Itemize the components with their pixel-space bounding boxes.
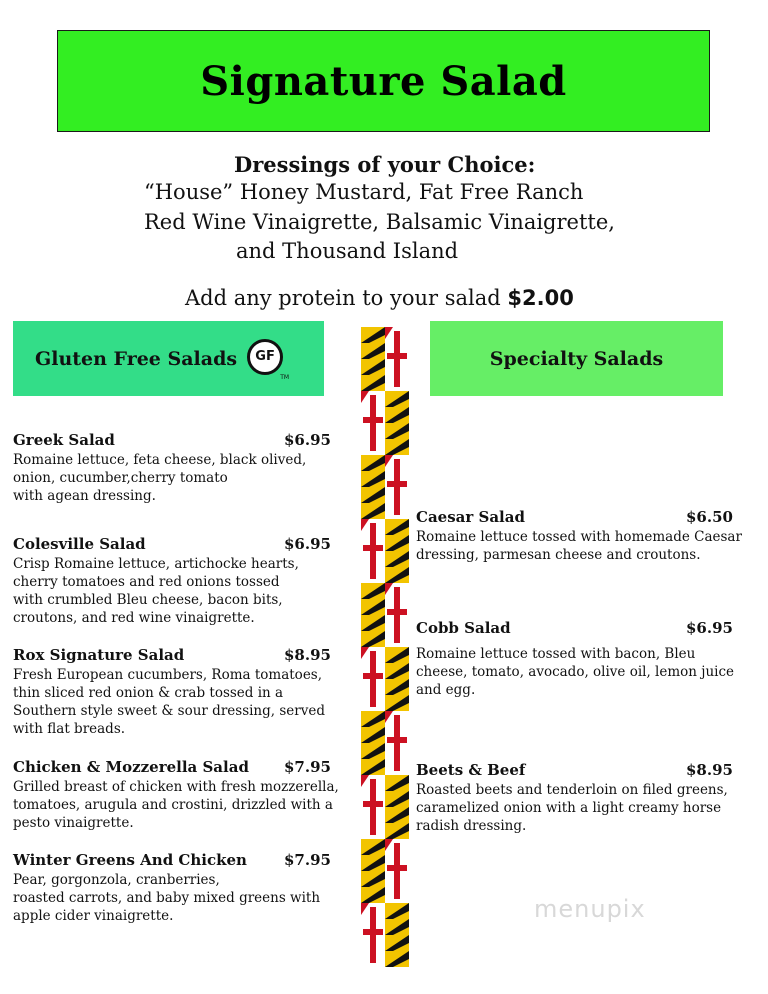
item-name: Chicken & Mozzerella Salad [13,758,249,776]
specialty-label: Specialty Salads [489,347,664,370]
flag-tile [361,327,385,391]
protein-price: $2.00 [507,286,574,310]
item-desc: Romaine lettuce tossed with homemade Caesar dressing, parmesan cheese and croutons. [416,529,742,563]
flag-tile [385,327,409,391]
item-name: Caesar Salad [416,508,525,526]
flag-tile [361,455,385,519]
item-price: $8.95 [284,646,331,664]
menu-item-caesar [416,508,761,564]
menu-item-winter-greens [13,851,358,925]
protein-addon [185,286,574,310]
flag-tile [385,903,409,967]
dressings-line-2: Red Wine Vinaigrette, Balsamic Vinaigrette, [144,210,615,234]
flag-tile [361,711,385,775]
item-price: $6.95 [284,431,331,449]
item-desc: Roasted beets and tenderloin on filed greens, caramelized onion with a light creamy horse radish dressing. [416,782,728,834]
title-banner [57,30,710,132]
flag-tile [361,583,385,647]
item-desc: Romaine lettuce, feta cheese, black olived, onion, cucumber,cherry tomato with agean dressing. [13,452,307,504]
flag-tile [361,519,385,583]
flag-tile [385,711,409,775]
item-price: $6.95 [284,535,331,553]
flag-tile [361,839,385,903]
menu-item-rox-signature [13,646,358,738]
dressings-heading: Dressings of your Choice: [234,152,536,177]
item-desc: Fresh European cucumbers, Roma tomatoes, thin sliced red onion & crab tossed in a Southern style sweet & sour dressing, served with flat breads. [13,667,325,737]
flag-tile [385,391,409,455]
menu-item-colesville [13,535,358,627]
flag-tile [385,839,409,903]
menu-item-beets-beef [416,761,761,835]
item-price: $6.95 [686,619,733,637]
flag-tile [385,455,409,519]
flag-tile [385,647,409,711]
gluten-free-badge-icon [245,337,289,381]
menu-item-chicken-mozzerella [13,758,358,832]
flag-tile [361,647,385,711]
item-desc: Crisp Romaine lettuce, artichocke hearts, cherry tomatoes and red onions tossed with crumbled Bleu cheese, bacon bits, croutons, and red wine vinaigrette. [13,556,299,626]
specialty-header [430,321,723,396]
maryland-flag-strip [361,327,409,967]
menu-item-cobb [416,619,761,699]
protein-text: Add any protein to your salad [185,286,508,310]
item-name: Greek Salad [13,431,115,449]
item-name: Winter Greens And Chicken [13,851,247,869]
flag-tile [385,775,409,839]
dressings-line-3: and Thousand Island [236,239,459,263]
flag-tile [361,903,385,967]
item-price: $6.50 [686,508,733,526]
flag-tile [361,391,385,455]
item-desc: Grilled breast of chicken with fresh mozzerella, tomatoes, arugula and crostini, drizzled with a pesto vinaigrette. [13,779,339,831]
item-price: $7.95 [284,758,331,776]
item-name: Colesville Salad [13,535,146,553]
item-name: Rox Signature Salad [13,646,185,664]
gf-badge-tm: TM [280,373,290,381]
menu-item-greek [13,431,358,505]
item-price: $8.95 [686,761,733,779]
gf-badge-text: GF [247,339,283,375]
item-name: Cobb Salad [416,619,511,637]
dressings-line-1: “House” Honey Mustard, Fat Free Ranch [144,180,584,204]
gluten-free-label: Gluten Free Salads [35,347,238,370]
item-price: $7.95 [284,851,331,869]
item-name: Beets & Beef [416,761,526,779]
watermark-text: menupix [534,895,646,923]
flag-tile [361,775,385,839]
flag-tile [385,519,409,583]
item-desc: Pear, gorgonzola, cranberries, roasted carrots, and baby mixed greens with apple cider vinaigrette. [13,872,321,924]
page-title: Signature Salad [200,57,567,105]
gluten-free-header [13,321,324,396]
flag-tile [385,583,409,647]
item-desc: Romaine lettuce tossed with bacon, Bleu cheese, tomato, avocado, olive oil, lemon juice and egg. [416,646,735,698]
